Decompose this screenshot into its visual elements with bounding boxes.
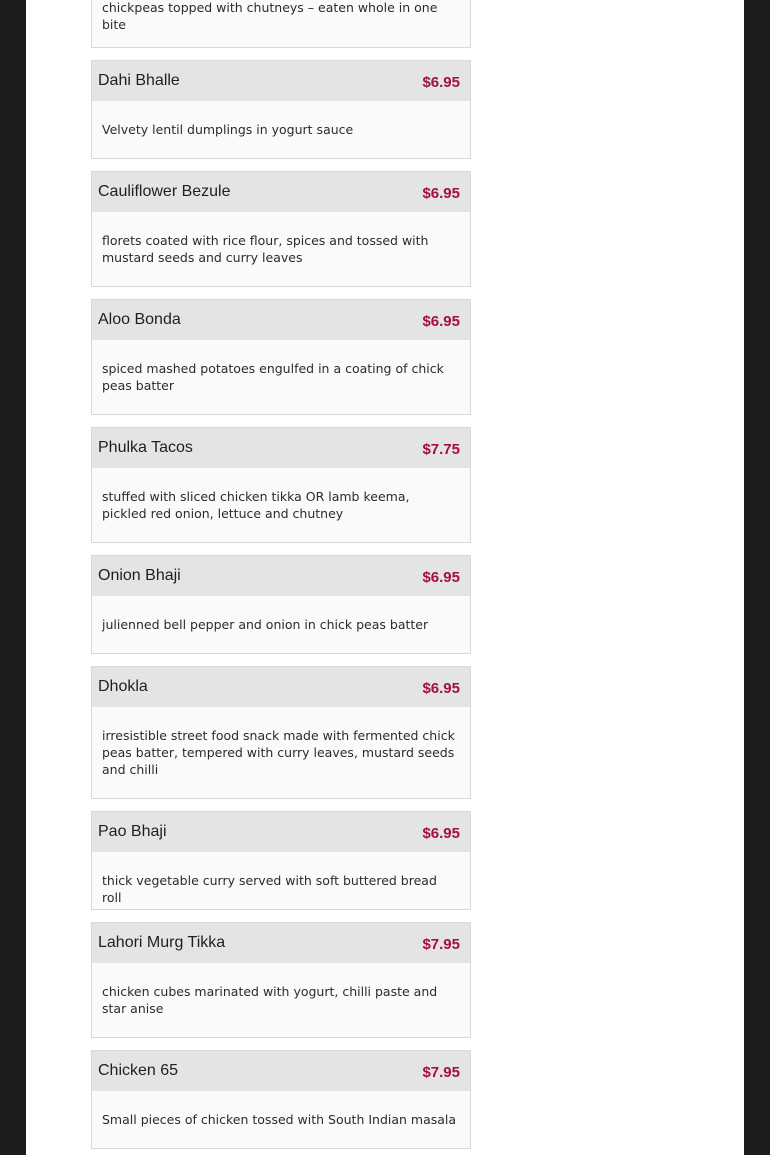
menu-item-price: $6.95 [422,313,460,330]
menu-item-card [91,666,471,799]
menu-item-price: $7.95 [422,1064,460,1081]
menu-item-card [91,299,471,415]
menu-item-name: Aloo Bonda [98,311,181,328]
menu-item-header [92,812,470,852]
menu-item-price: $6.95 [422,569,460,586]
menu-item-description: Velvety lentil dumplings in yogurt sauce [102,122,354,137]
menu-item-header [92,61,470,101]
menu-item-card [91,922,471,1038]
menu-item-card [91,60,471,159]
menu-item-price: $7.75 [422,441,460,458]
menu-item-description: chickpeas topped with chutneys – eaten whole in one bite [102,0,438,32]
menu-item-name: Chicken 65 [98,1062,179,1079]
menu-item-header [92,923,470,963]
menu-item-header [92,556,470,596]
menu-item-header [92,1051,470,1091]
menu-item-description: florets coated with rice flour, spices and tossed with mustard seeds and curry leaves [102,233,429,265]
menu-item-card [91,171,471,287]
menu-item-description: thick vegetable curry served with soft buttered bread roll [102,873,437,905]
menu-item-header [92,428,470,468]
menu-item-header [92,300,470,340]
menu-item-name: Onion Bhaji [98,567,181,584]
menu-item-price: $6.95 [422,825,460,842]
menu-item-description: Small pieces of chicken tossed with South Indian masala [102,1112,457,1127]
menu-page [26,0,744,1155]
menu-item-description: julienned bell pepper and onion in chick peas batter [102,617,429,632]
menu-item-price: $6.95 [422,680,460,697]
menu-item-card [91,811,471,910]
menu-item-name: Pao Bhaji [98,823,167,840]
menu-item-price: $6.95 [422,185,460,202]
menu-item-header [92,172,470,212]
menu-item-price: $7.95 [422,936,460,953]
menu-item-description: stuffed with sliced chicken tikka OR lamb keema, pickled red onion, lettuce and chutney [102,489,410,521]
menu-item-description: chicken cubes marinated with yogurt, chilli paste and star anise [102,984,438,1016]
menu-item-name: Cauliflower Bezule [98,183,231,200]
menu-item-card [91,0,471,48]
menu-item-description: spiced mashed potatoes engulfed in a coating of chick peas batter [102,361,444,393]
menu-item-description: irresistible street food snack made with fermented chick peas batter, tempered with curry leaves, mustard seeds and chilli [102,728,455,777]
menu-item-name: Phulka Tacos [98,439,193,456]
menu-item-name: Dhokla [98,678,148,695]
menu-item-card [91,1050,471,1149]
menu-item-name: Lahori Murg Tikka [98,934,226,951]
menu-item-name: Dahi Bhalle [98,72,180,89]
menu-item-card [91,427,471,543]
menu-item-price: $6.95 [422,74,460,91]
menu-item-header [92,667,470,707]
menu-item-card [91,555,471,654]
